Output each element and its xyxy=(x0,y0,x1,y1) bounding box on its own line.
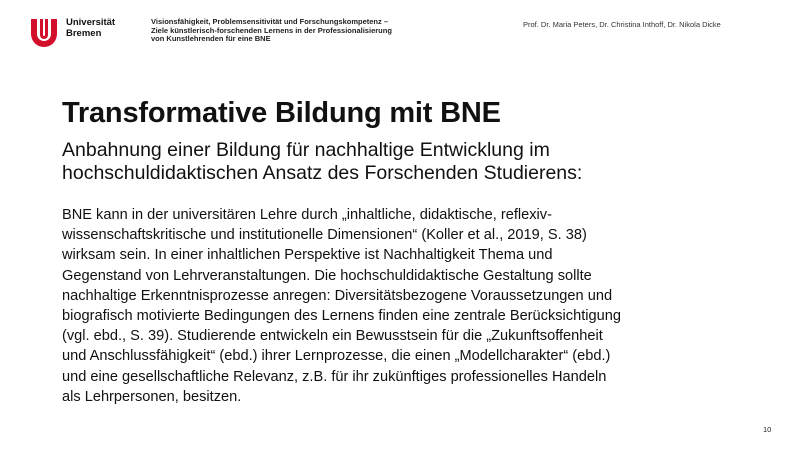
university-logo-icon xyxy=(28,17,60,50)
slide-subtitle: Anbahnung einer Bildung für nachhaltige Entwicklung im hochschuldidaktischen Ansatz des Forschenden Studierens: xyxy=(62,139,583,184)
body-line: als Lehrpersonen, besitzen. xyxy=(62,388,242,405)
body-line: wissenschaftskritische und institutionelle Dimensionen“ (Koller et al., 2019, S. 38) xyxy=(62,227,587,244)
body-line: und eine gesellschaftliche Relevanz, z.B. für ihr zukünftiges professionelles Handeln xyxy=(62,368,607,385)
project-title xyxy=(151,18,392,44)
university-name xyxy=(66,18,115,39)
slide-title: Transformative Bildung mit BNE xyxy=(62,97,501,129)
university-name-line2: Bremen xyxy=(66,27,102,39)
university-name-line1: Universität xyxy=(66,17,116,28)
body-paragraph xyxy=(62,205,662,407)
body-line: wirksam sein. In einer inhaltlichen Perspektive ist Nachhaltigkeit Thema und xyxy=(62,247,553,264)
project-title-line3: von Kunstlehrenden für eine BNE xyxy=(151,34,271,44)
body-line: (vgl. ebd., S. 39). Studierende entwickeln ein Bewusstsein für die „Zukunftsoffenheit xyxy=(62,328,603,345)
body-line: und Anschlussfähigkeit“ (ebd.) ihrer Lernprozesse, die einen „Modellcharakter“ (ebd.) xyxy=(62,348,611,365)
body-line: BNE kann in der universitären Lehre durch „inhaltliche, didaktische, reflexiv- xyxy=(62,207,552,223)
page-number: 10 xyxy=(763,425,772,434)
body-line: nachhaltige Erkenntnisprozesse anregen: Diversitätsbezogene Voraussetzungen und xyxy=(62,287,613,304)
body-line: biografisch motivierte Bedingungen des Lernens finden eine zentrale Berücksichtigung xyxy=(62,308,621,325)
body-line: Gegenstand von Lehrveranstaltungen. Die hochschuldidaktische Gestaltung sollte xyxy=(62,267,592,284)
project-title-line1: Visionsfähigkeit, Problemsensitivität und Forschungskompetenz – xyxy=(151,17,388,26)
authors: Prof. Dr. Maria Peters, Dr. Christina Inthoff, Dr. Nikola Dicke xyxy=(523,20,721,29)
project-title-line2: Ziele künstlerisch-forschenden Lernens in der Professionalisierung xyxy=(151,25,392,35)
